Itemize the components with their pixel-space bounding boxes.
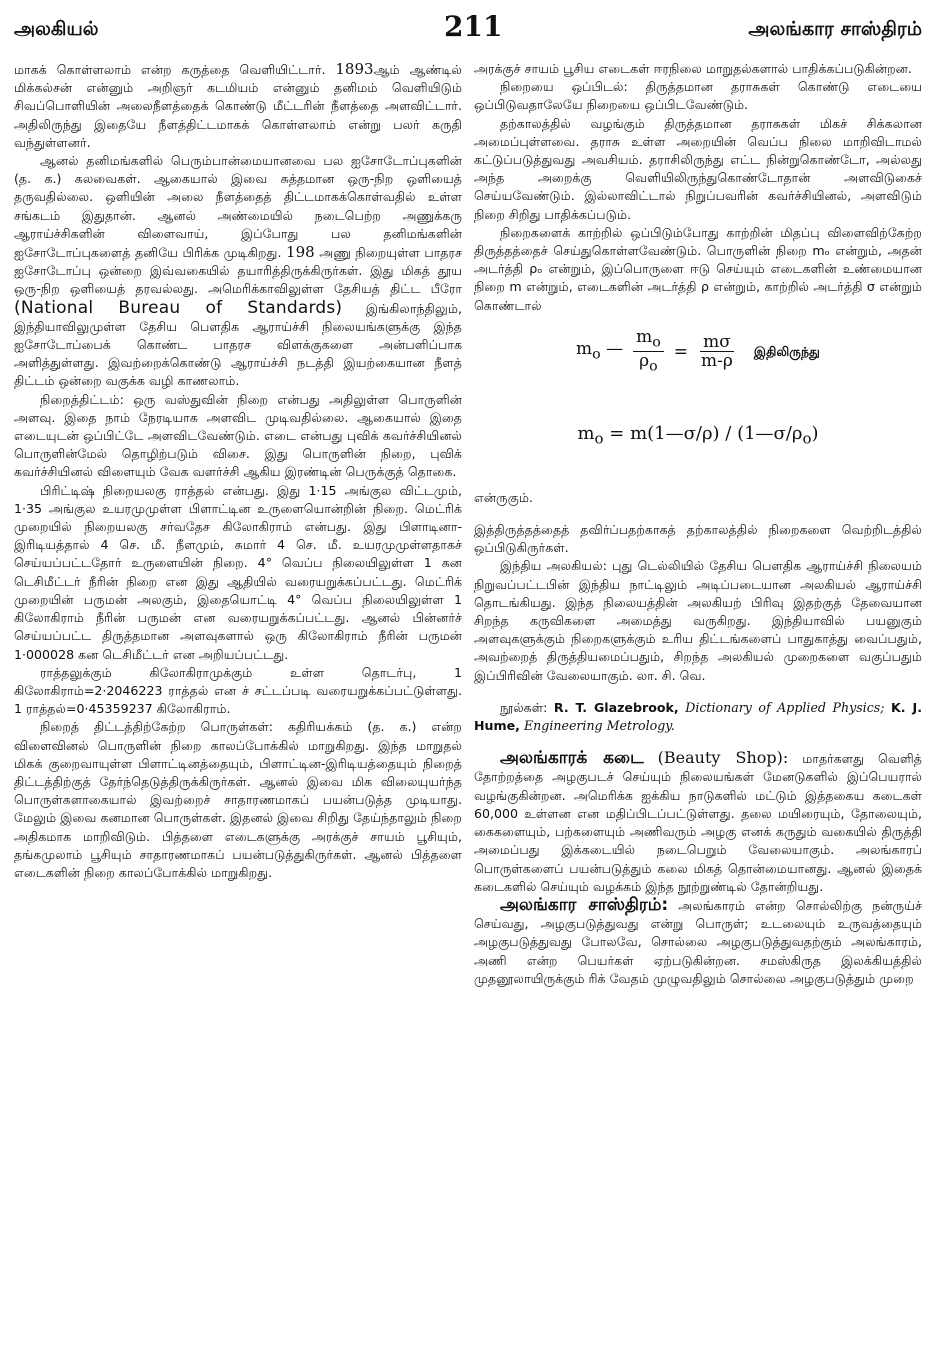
references: நூல்கள்: R. T. Glazebrook, Dictionary of Applied Physics; K. J. Hume, Engineering Metrology.: [474, 699, 922, 734]
paragraph: பிரிட்டிஷ் நிறையலகு ராத்தல் என்பது. இது 1·15 அங்குல விட்டமும், 1·35 அங்குல உயரமுமுள்ள பிளாட்டின உருளையொன்றின் நிறை. மெட்ரிக் முறையில் நிறையலகு சர்வதேச கிலோகிராம் என்பது. இது பிளாடினா-இரிடியத்தால் 4 செ. மீ. நீளமும், சுமார் 4 செ. மீ. உயரமுமுள்ளதாகச் செய்யப்பட்டதோர் உருளையின் நிறை. 4° வெப்ப நிலையிலுள்ள 1 கன டெசிமீட்டர் நீரின் நிறை என இது ஆதியில் வரையறுக்கப்பட்டது. மெட்ரிக் முறையின் பருமன் அலகும், இதையொட்டி 4° வெப்ப நிலையிலுள்ள 1 கிலோகிராம் நீரின் பருமன் என வரையறுக்கப்பட்டது. ஆனல் பின்னர்ச் செய்யப்பட்ட திருத்தமான அளவுகளால் ஒரு கிலோகிராம் நீரின் பருமன் 1·000028 கன டெசிமீட்டர் என அறியப்பட்டது.: [14, 482, 462, 662]
english-term: (National Bureau of Standards): [14, 297, 343, 318]
paragraph: ராத்தலுக்கும் கிலோகிராமுக்கும் உள்ள தொடர்பு, 1 கிலோகிராம்=2·2046223 ராத்தல் என ச் சட்டப்படி வரையறுக்கப்பட்டுள்ளது. 1 ராத்தல்=0·45359237 கிலோகிராம்.: [14, 664, 462, 717]
running-head-left: அலகியல்: [14, 18, 99, 40]
paragraph: நிறையை ஒப்பிடல்: திருத்தமான தராசுகள் கொண்டு எடையை ஒப்பிடுவதாலேயே நிறையை ஒப்பிடவேண்டும்.: [474, 79, 922, 113]
page-number: 211: [444, 10, 503, 43]
running-head-right: அலங்கார சாஸ்திரம்: [748, 18, 922, 40]
equation-label: இதிலிருந்து: [753, 343, 820, 359]
paragraph: நிறைத் திட்டத்திற்கேற்ற பொருள்கள்: கதிரியக்கம் (த. க.) என்ற விளைவினல் பொருளின் நிறை காலப்போக்கில் மாறுகிறது. இந்த மாறுதல் மிகக் குறைவாயுள்ள பிளாட்டினத்தையும், பிளாட்டின-இரிடியத்தையும் நிறைத் திட்டத்திற்குத் தேர்ந்தெடுத்திருக்கிருர்கள். ஆனல் இவை மிக விலையுயர்ந்த பொருள்களாகையால் இவற்றைச் சாதாரணமாகப் பயன்படுத்த முடியாது. மேலும் இவை கனமான பொருள்கள். இதனல் இவை சிறிது தேய்ந்தாலும் நிறை அதிகமாக மாறிவிடும். பித்தளை எடைகளுக்கு அரக்குச் சாயம் பூசியும், தங்கமுலாம் பூசியும் சாதாரணமாகப் பயன்படுத்துகிருர்கள். ஆனல் பித்தளை எடைகளின் நிறை காலப்போக்கில் மாறுகிறது.: [14, 719, 462, 880]
paragraph: நிறைகளைக் காற்றில் ஒப்பிடும்போது காற்றின் மிதப்பு விளைவிற்கேற்ற திருத்தத்தைச் செய்துகொள்ளவேண்டும். பொருளின் நிறை mₒ என்றும், அதன் அடர்த்தி ρₒ என்றும், இப்பொருளை ஈடு செய்யும் எடைகளின் உண்மையான நிறை m என்றும், எடைகளின் அடர்த்தி ρ என்றும், காற்றில் அடர்த்தி σ என்றும் கொண்டால்: [474, 224, 922, 313]
equation-1: $m_o$ — $\frac{m_o}{\rho_o}$ = $\frac{m\sigma}{m-\rho}$ இதிலிருந்து: [576, 326, 820, 375]
paragraph: மாகக் கொள்ளலாம் என்ற கருத்தை வெளியிட்டார். 1893ஆம் ஆண்டில் மிக்கல்சன் என்னும் அறிஞர் கடமியம் என்னும் தனிமம் வெளியிடும் சிவப்பொளியின் அலைநீளத்தைக் கொண்டு மீட்டரின் நீளத்தை அளவிட்டார். அதிலிருந்து இதையே நீளத்திட்டமாகக் கொள்ளலாம் என்று பலர் கருதி வந்துள்ளனர்.: [14, 60, 462, 150]
paragraph-mass-standard: நிறைத்திட்டம்: ஒரு வஸ்துவின் நிறை என்பது அதிலுள்ள பொருளின் அளவு. இதை நாம் நேரடியாக அளவிட முடிவதில்லை. ஆகையால் இதை எடையுடன் ஒப்பிட்டே அளவிடவேண்டும். எடை என்பது புவிக் கவர்ச்சியினல் பொருளின்மேல் தொழிற்படும் விசை. இது பொருளின் நிறை, புவிக் கவர்ச்சியினல் விளையும் வேக வளர்ச்சி ஆகிய இரண்டின் பெருக்குத் தொகை.: [14, 391, 462, 480]
left-column: [14, 60, 462, 1365]
paragraph: அரக்குச் சாயம் பூசிய எடைகள் ஈரநிலை மாறுதல்களால் பாதிக்கப்படுகின்றன.: [474, 61, 912, 76]
equation-2: $m_o$ = m(1—σ/ρ) / $(1—\sigma/\rho_o)$: [577, 423, 819, 449]
entry-beauty-shop: அலங்காரக் கடை (Beauty Shop): மாதர்களது வெளித் தோற்றத்தை அழகுபடச் செய்யும் நிலையங்கள் மேனடுகளில் இப்பெயரால் வழங்குகின்றன. அமெரிக்க ஐக்கிய நாடுகளில் மட்டும் இத்தகைய கடைகள் 60,000 உள்ளன என மதிப்பிடப்பட்டுள்ளது. தலை மயிரையும், தோலையும், கைகளையும், பற்களையும் அணிவரும் அழகு எனக் கருதும் வகையில் திருத்தி அமைப்பது இக்கடையில் நடைபெறும் வேலையாகும். அலங்காரப் பொருள்களைப் பயன்படுத்தும் கலை மிகத் தொன்மையானது. ஆனல் இதைக் கடைகளில் செய்யும் வழக்கம் இந்த நூற்றுண்டில் தோன்றியது.: [474, 748, 922, 894]
paragraph: ஆனல் தனிமங்களில் பெரும்பான்மையானவை பல ஐசோடோப்புகளின் (த. க.) கலவைகள். ஆகையால் இவை சுத்தமான ஒரு-நிற ஒளியைத் தருவதில்லை. ஒளியின் அலை நீளத்தைத் திட்டமாகக்கொள்வதில் உள்ள சங்கடம் இதுதான். ஆனல் அண்மையில் நடைபெற்ற அணுக்கரு ஆராய்ச்சிகளின் விளைவாய், இப்போது பல தனிமங்களின் ஐசோடோப்புகளைத் தனியே பிரிக்க முடிகிறது. 198 அணு நிறையுள்ள பாதரச ஐசோடோப்பு ஒன்றை இவ்வகையில் தயாரித்திருக்கிருர்கள். இது மிகத் தூய ஒரு-நிற ஒளியைத் தரவல்லது. அமெரிக்காவிலுள்ள தேசியத் திட்ட பீரோ (National Bureau of Standards) இங்கிலாந்திலும், இந்தியாவிலுமுள்ள தேசிய பௌதிக ஆராய்ச்சி நிலையங்களுக்கு இந்த ஐசோடோப்பைக் கொண்ட பாதரச விளக்குகளை அன்பளிப்பாக அளித்துள்ளது. இவற்றைக்கொண்டு ஆராய்ச்சி நடத்தி இயற்கையான நீளத் திட்டம் ஒன்றை வகுக்க வழி காணலாம்.: [14, 153, 462, 389]
paragraph: என்ருகும்.: [474, 489, 533, 505]
entry-headword: அலங்காரக் கடை: [500, 748, 644, 769]
entry-alankara-shastra: அலங்கார சாஸ்திரம்: அலங்காரம் என்ற சொல்லிற்கு நன்ருய்ச் செய்வது, அழகுபடுத்துவது என்று பொருள்; உடலையும் உருவத்தையும் அழகுபடுத்துவது போலவே, சொல்லை அழகுபடுத்துவதற்கும் அலங்காரம், அணி என்ற பெயர்கள் ஏற்படுகின்றன. சமஸ்கிருத இலக்கியத்தில் முதனூலாயிருக்கும் ரிக் வேதம் முழுவதிலும் சொல்லை அழகுபடுத்தும் முறை: [474, 894, 922, 986]
right-column: [474, 60, 922, 1365]
paragraph: தற்காலத்தில் வழங்கும் திருத்தமான தராசுகள் மிகச் சிக்கலான அமைப்புள்ளவை. தராசு உள்ள அறையின் வெப்ப நிலை மாறிவிடாமல் கட்டுப்படுத்துவது அவசியம். தராசிலிருந்து எட்ட நின்றுகொண்டோ, அல்லது அந்த அறைக்கு வெளியிலிருந்துகொண்டோதான் அளவிடுகைச் செய்யவேண்டும். இல்லாவிட்டால் நிறுப்பவரின் கவர்ச்சியினல், அளவிடும் நிறை சிறிது பாதிக்கப்படும்.: [474, 115, 922, 222]
year: 1893: [335, 60, 374, 78]
paragraph: இத்திருத்தத்தைத் தவிர்ப்பதற்காகத் தற்காலத்தில் நிறைகளை வெற்றிடத்தில் ஒப்பிடுகிருர்கள்.: [474, 522, 922, 556]
author-initials: லா. சி. வெ.: [636, 667, 706, 683]
entry-headword: அலங்கார சாஸ்திரம்:: [500, 894, 669, 915]
page-header: [14, 8, 922, 56]
paragraph: இந்திய அலகியல்: புது டெல்லியில் தேசிய பௌதிக ஆராய்ச்சி நிலையம் நிறுவப்பட்டபின் இந்திய நாட்டிலும் அடிப்படையான அலகியல் ஆராய்ச்சி தொடங்கியது. இந்த நிலையத்தின் அலகியற் பிரிவு இதற்குத் தேவையான சிறந்த கருவிகளை அமைத்து வருகிறது. இந்தியாவில் பயனுகும் அளவுகளுக்கும் நிறைகளுக்கும் உரிய திட்டங்களைப் பாதுகாத்து வைப்பதும், அவற்றைத் திருத்தியமைப்பதும், சிறந்த அலகியல் முறைகளை வகுப்பதும் இப்பிரிவின் வேலையாகும். லா. சி. வெ.: [474, 558, 922, 683]
